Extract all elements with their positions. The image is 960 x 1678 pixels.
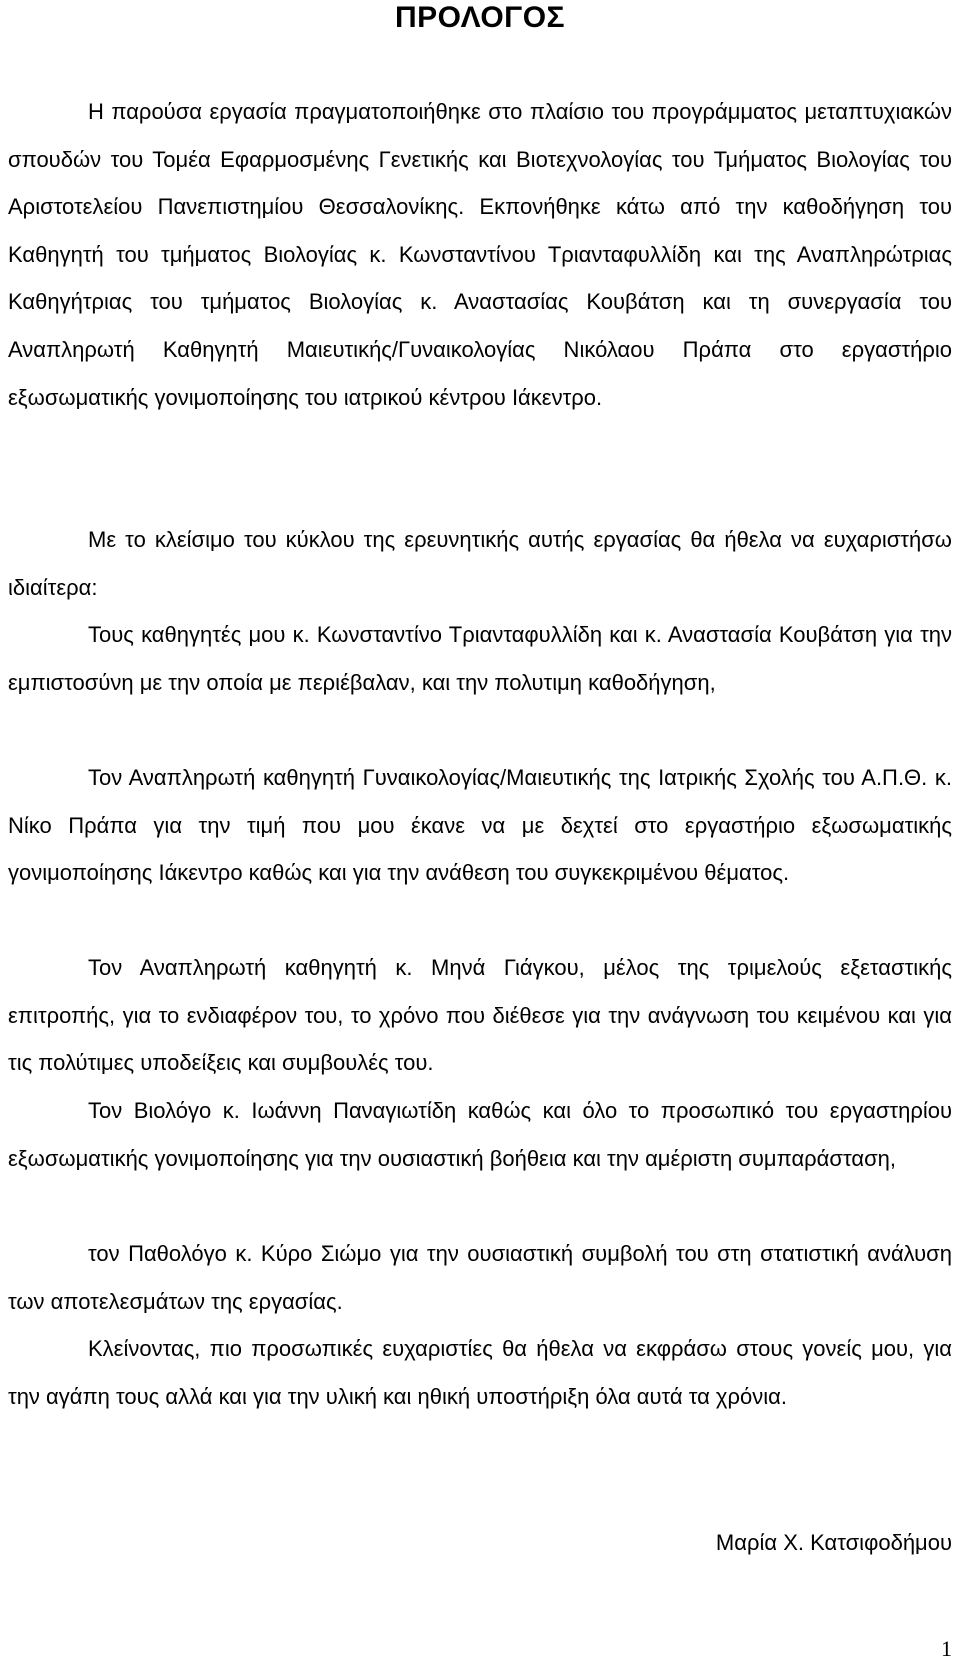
paragraph-thanks-parents: Κλείνοντας, πιο προσωπικές ευχαριστίες θα ήθελα να εκφράσω στους γονείς μου, για την αγάπη τους αλλά και για την υλική και ηθική υποστήριξη όλα αυτά τα χρόνια.	[8, 1336, 952, 1409]
page-number: 1	[941, 1636, 952, 1661]
paragraph-thanks-siomos: τον Παθολόγο κ. Κύρο Σιώμο για την ουσιαστική συμβολή του στη στατιστική ανάλυση των αποτελεσμάτων της εργασίας.	[8, 1241, 952, 1314]
paragraph-thanks-panagiotidis: Τον Βιολόγο κ. Ιωάννη Παναγιωτίδη καθώς και όλο το προσωπικό του εργαστηρίου εξωσωματικής γονιμοποίησης για την ουσιαστική βοήθεια και την αμέριστη συμπαράσταση,	[8, 1098, 952, 1171]
paragraph-introduction: Η παρούσα εργασία πραγματοποιήθηκε στο πλαίσιο του προγράμματος μεταπτυχιακών σπουδών του Τομέα Εφαρμοσμένης Γενετικής και Βιοτεχνολογίας του Τμήματος Βιολογίας του Αριστοτελείου Πανεπιστημίου Θεσσαλονίκης. Εκπονήθηκε κάτω από την καθοδήγηση του Καθηγητή του τμήματος Βιολογίας κ. Κωνσταντίνου Τριανταφυλλίδη και της Αναπληρώτριας Καθηγήτριας του τμήματος Βιολογίας κ. Αναστασίας Κουβάτση και τη συνεργασία του Αναπληρωτή Καθηγητή Μαιευτικής/Γυναικολογίας Νικόλαου Πράπα στο εργαστήριο εξωσωματικής γονιμοποίησης του ιατρικού κέντρου Ιάκεντρο.	[8, 99, 952, 410]
paragraph-thanks-professors: Τους καθηγητές μου κ. Κωνσταντίνο Τριανταφυλλίδη και κ. Αναστασία Κουβάτση για την εμπιστοσύνη με την οποία με περιέβαλαν, και την πολυτιμη καθοδήγηση,	[8, 622, 952, 695]
author-signature: Μαρία Χ. Κατσιφοδήμου	[715, 1530, 952, 1555]
paragraph-thanks-giagkou: Τον Αναπληρωτή καθηγητή κ. Μηνά Γιάγκου, μέλος της τριμελούς εξεταστικής επιτροπής, για το ενδιαφέρον του, το χρόνο που διέθεσε για την ανάγνωση του κειμένου και για τις πολύτιμες υποδείξεις και συμβουλές του.	[8, 955, 952, 1076]
paragraph-thanks-intro: Με το κλείσιμο του κύκλου της ερευνητικής αυτής εργασίας θα ήθελα να ευχαριστήσω ιδιαίτερα:	[8, 527, 952, 600]
page-title: ΠΡΟΛΟΓΟΣ	[394, 1, 566, 34]
paragraph-thanks-prapas: Τον Αναπληρωτή καθηγητή Γυναικολογίας/Μαιευτικής της Ιατρικής Σχολής του Α.Π.Θ. κ. Νίκο Πράπα για την τιμή που μου έκανε να με δεχτεί στο εργαστήριο εξωσωματικής γονιμοποίησης Ιάκεντρο καθώς και για την ανάθεση του συγκεκριμένου θέματος.	[8, 765, 952, 886]
